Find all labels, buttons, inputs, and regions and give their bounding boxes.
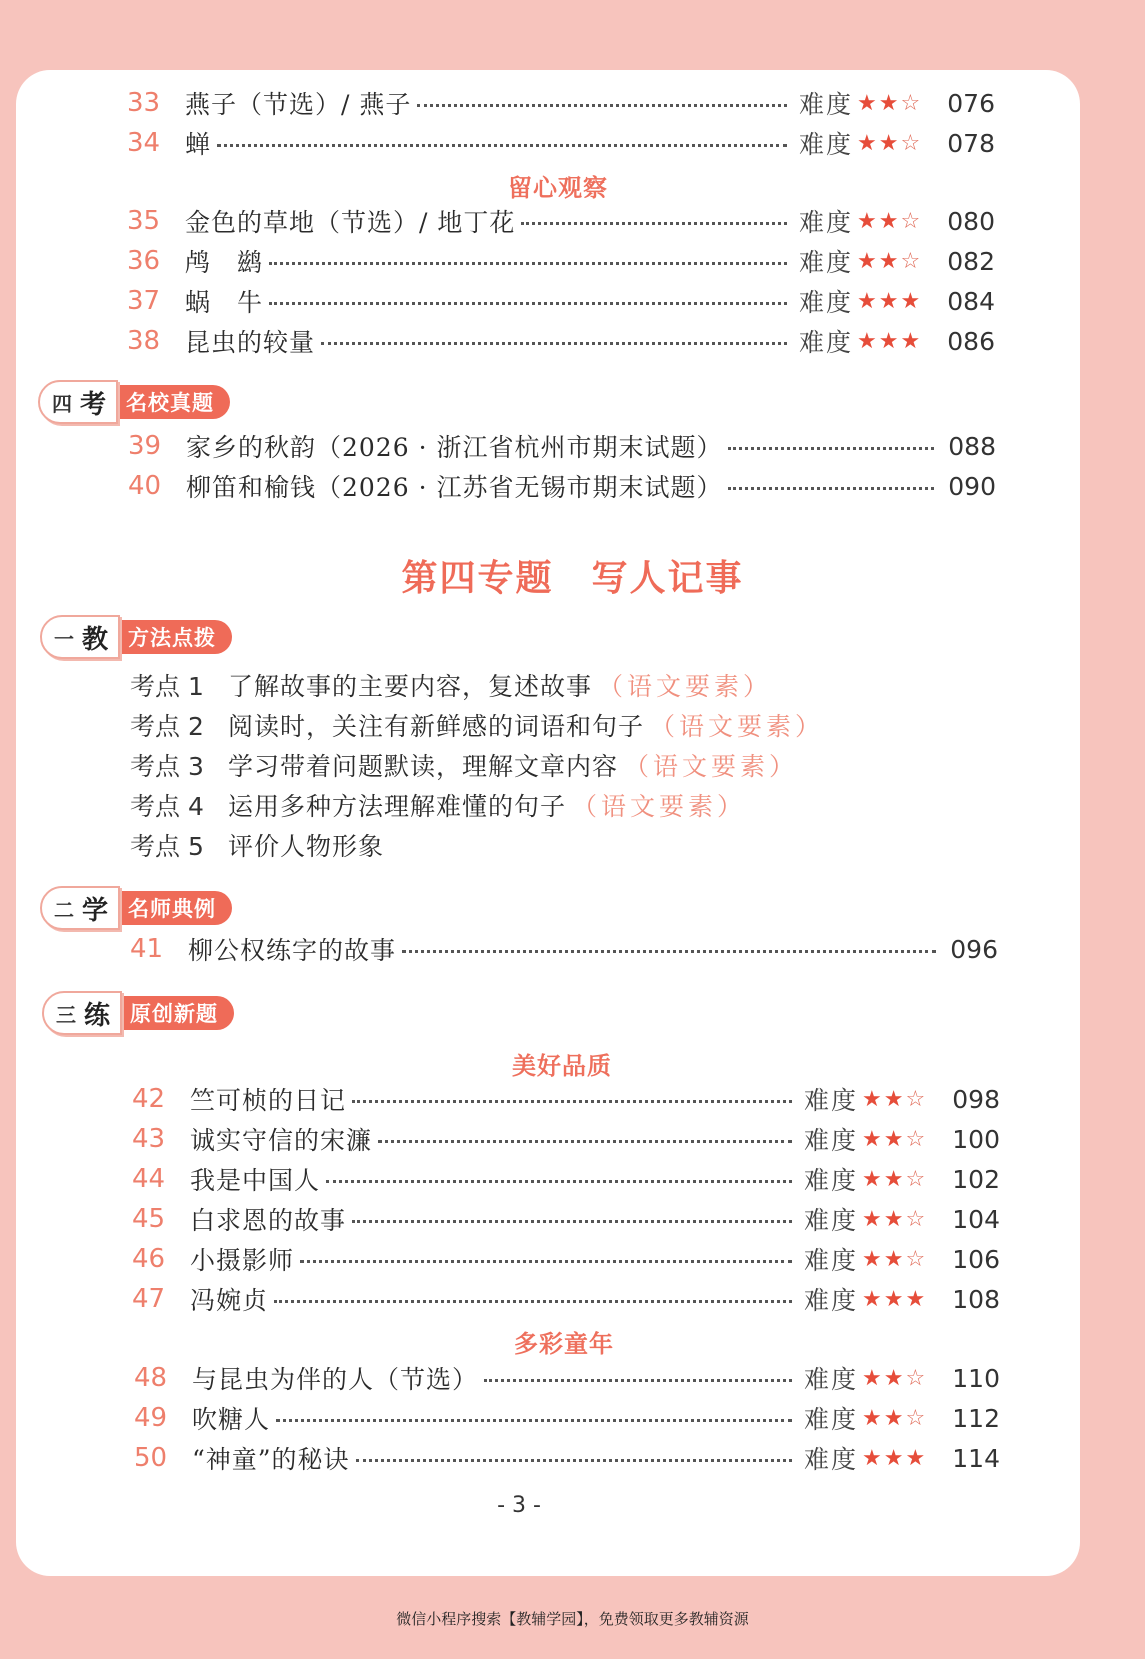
difficulty-stars [862,1406,950,1431]
tag-exam-label: 名校真题 [104,385,230,419]
row-title: 诚实守信的宋濂 [190,1126,373,1155]
row-page: 088 [948,431,996,461]
leader-dots [378,1140,792,1143]
star-empty-icon: ☆ [905,1365,928,1391]
toc-row [132,1078,1000,1120]
leader-dots [217,144,787,147]
tag-learn-badge [40,886,120,930]
star-filled-icon: ★ [900,328,923,354]
star-filled-icon: ★ [857,248,879,274]
row-number: 43 [132,1124,166,1154]
row-title: 小摄影师 [190,1246,295,1275]
tag-practice-k2: 练 [84,1000,111,1031]
row-number: 40 [128,471,162,501]
star-filled-icon: ★ [862,1126,884,1152]
row-number: 47 [132,1284,166,1314]
difficulty-stars [862,1287,950,1312]
difficulty-stars [862,1366,950,1391]
row-page: 080 [947,206,995,236]
kaodian-label: 考点 2 [130,712,204,741]
tag-exam-k2: 考 [80,389,107,420]
subhead-quality: 美好品质 [512,1052,612,1080]
tag-exam-badge [38,380,118,424]
leader-dots [276,1419,792,1422]
kaodian-text: 阅读时，关注有新鲜感的词语和句子 [228,712,645,741]
difficulty-label: 难度 [798,328,853,357]
star-filled-icon: ★ [862,1166,884,1192]
row-title: 燕子（节选）/ 燕子 [185,90,412,119]
row-page: 114 [952,1443,1000,1473]
row-page: 100 [952,1124,1000,1154]
toc-row [134,1357,1000,1399]
row-title: “神童”的秘诀 [192,1445,350,1474]
kaodian-row [130,746,798,784]
star-filled-icon: ★ [905,1445,928,1471]
difficulty-label: 难度 [798,130,853,159]
row-title: 蝉 [185,130,212,159]
tag-learn-label: 名师典例 [106,891,232,925]
kaodian-label: 考点 5 [130,832,204,861]
difficulty-label: 难度 [803,1126,858,1155]
row-number: 37 [127,286,161,316]
row-page: 106 [952,1244,1000,1274]
star-filled-icon: ★ [862,1286,884,1312]
star-filled-icon: ★ [883,1286,906,1312]
row-number: 45 [132,1204,166,1234]
row-number: 50 [134,1443,168,1473]
difficulty-label: 难度 [803,1166,858,1195]
kaodian-text: 学习带着问题默读，理解文章内容 [228,752,619,781]
star-filled-icon: ★ [905,1286,928,1312]
star-filled-icon: ★ [857,208,879,234]
star-filled-icon: ★ [883,1246,906,1272]
row-title: 竺可桢的日记 [190,1086,347,1115]
tag-teach-k1: 一 [54,626,74,651]
star-filled-icon: ★ [878,90,901,116]
leader-dots [484,1379,792,1382]
difficulty-label: 难度 [803,1206,858,1235]
subhead-observe: 留心观察 [508,174,608,202]
tag-learn-k1: 二 [54,897,74,922]
difficulty-stars [857,249,945,274]
row-title: 昆虫的较量 [185,328,316,357]
toc-row [134,1397,1000,1439]
row-page: 098 [952,1084,1000,1114]
toc-row [128,465,996,507]
leader-dots [417,104,787,107]
row-number: 33 [127,88,161,118]
difficulty-stars [862,1167,950,1192]
row-title: 柳公权练字的故事 [188,936,397,965]
leader-dots [274,1300,792,1303]
toc-row [132,1238,1000,1280]
difficulty-label: 难度 [798,248,853,277]
row-number: 34 [127,128,161,158]
kaodian-row [130,666,772,704]
row-title: 与昆虫为伴的人（节选） [192,1365,479,1394]
tag-teach-badge [40,615,120,659]
star-filled-icon: ★ [878,208,901,234]
star-filled-icon: ★ [857,130,879,156]
leader-dots [728,447,934,450]
tag-exam [38,382,230,422]
difficulty-stars [857,329,945,354]
star-empty-icon: ☆ [905,1206,928,1232]
star-empty-icon: ☆ [905,1166,928,1192]
star-empty-icon: ☆ [905,1246,928,1272]
row-title: 鸬 鹚 [185,248,264,277]
star-empty-icon: ☆ [900,130,923,156]
toc-row-example [130,928,998,970]
kaodian-text: 评价人物形象 [228,832,385,861]
kaodian-label: 考点 3 [130,752,204,781]
difficulty-label: 难度 [803,1405,858,1434]
page-number: - 3 - [463,1488,575,1524]
row-page: 102 [952,1164,1000,1194]
star-empty-icon: ☆ [905,1086,928,1112]
row-page: 084 [947,286,995,316]
toc-row [127,200,995,242]
row-page: 078 [947,128,995,158]
star-filled-icon: ★ [883,1086,906,1112]
difficulty-stars [862,1247,950,1272]
row-page: 082 [947,246,995,276]
kaodian-element: （语文要素） [572,792,747,821]
leader-dots [352,1100,792,1103]
difficulty-label: 难度 [798,208,853,237]
star-empty-icon: ☆ [905,1405,928,1431]
row-title: 金色的草地（节选）/ 地丁花 [185,208,516,237]
star-filled-icon: ★ [878,288,901,314]
star-filled-icon: ★ [857,288,879,314]
leader-dots [269,262,787,265]
star-filled-icon: ★ [878,130,901,156]
star-filled-icon: ★ [857,328,879,354]
difficulty-stars [857,131,945,156]
difficulty-label: 难度 [803,1086,858,1115]
tag-learn-k2: 学 [82,895,109,926]
row-title: 白求恩的故事 [190,1206,347,1235]
star-empty-icon: ☆ [900,248,923,274]
star-filled-icon: ★ [883,1126,906,1152]
difficulty-label: 难度 [803,1445,858,1474]
tag-exam-k1: 四 [52,391,72,416]
tag-teach-label: 方法点拨 [106,620,232,654]
kaodian-label: 考点 1 [130,672,204,701]
star-empty-icon: ☆ [900,90,923,116]
row-number: 44 [132,1164,166,1194]
toc-row [132,1198,1000,1240]
tag-practice-label: 原创新题 [108,996,234,1030]
row-page: 096 [950,934,998,964]
row-page: 104 [952,1204,1000,1234]
kaodian-row [130,706,824,744]
chapter-title: 第四专题 写人记事 [401,558,744,599]
star-empty-icon: ☆ [905,1126,928,1152]
toc-row [132,1118,1000,1160]
star-filled-icon: ★ [878,328,901,354]
toc-row [127,320,995,362]
difficulty-stars [857,209,945,234]
difficulty-label: 难度 [803,1365,858,1394]
star-filled-icon: ★ [883,1405,906,1431]
kaodian-text: 了解故事的主要内容，复述故事 [228,672,593,701]
row-title: 冯婉贞 [190,1286,269,1315]
toc-row [127,122,995,164]
difficulty-stars [862,1446,950,1471]
star-filled-icon: ★ [878,248,901,274]
kaodian-row [130,786,746,824]
star-filled-icon: ★ [883,1445,906,1471]
leader-dots [728,487,934,490]
star-filled-icon: ★ [883,1166,906,1192]
leader-dots [402,950,936,953]
row-number: 48 [134,1363,168,1393]
leader-dots [326,1180,792,1183]
row-title: 吹糖人 [192,1405,271,1434]
kaodian-label: 考点 4 [130,792,204,821]
toc-row [128,425,996,467]
row-number: 41 [130,934,164,964]
row-page: 112 [952,1403,1000,1433]
star-filled-icon: ★ [862,1405,884,1431]
row-number: 46 [132,1244,166,1274]
star-filled-icon: ★ [883,1206,906,1232]
tag-teach [40,617,232,657]
kaodian-element: （语文要素） [598,672,773,701]
difficulty-stars [857,289,945,314]
kaodian-element: （语文要素） [624,752,799,781]
toc-row [127,82,995,124]
difficulty-label: 难度 [803,1246,858,1275]
star-filled-icon: ★ [862,1086,884,1112]
subhead-childhood: 多彩童年 [514,1330,614,1358]
difficulty-label: 难度 [798,288,853,317]
star-filled-icon: ★ [883,1365,906,1391]
star-filled-icon: ★ [862,1445,884,1471]
row-page: 086 [947,326,995,356]
row-title: 柳笛和榆钱（2026 · 江苏省无锡市期末试题） [186,473,723,502]
row-title: 蜗 牛 [185,288,264,317]
star-empty-icon: ☆ [900,208,923,234]
row-number: 49 [134,1403,168,1433]
toc-row [134,1437,1000,1479]
star-filled-icon: ★ [862,1365,884,1391]
leader-dots [300,1260,792,1263]
leader-dots [269,302,787,305]
leader-dots [356,1459,792,1462]
difficulty-stars [862,1207,950,1232]
difficulty-stars [857,91,945,116]
toc-row [127,240,995,282]
row-page: 108 [952,1284,1000,1314]
tag-practice-badge [42,991,122,1035]
kaodian-text: 运用多种方法理解难懂的句子 [228,792,567,821]
tag-practice-k1: 三 [56,1002,76,1027]
difficulty-label: 难度 [798,90,853,119]
row-number: 36 [127,246,161,276]
kaodian-row [130,826,384,864]
row-number: 38 [127,326,161,356]
toc-row [132,1278,1000,1320]
row-number: 35 [127,206,161,236]
row-title: 家乡的秋韵（2026 · 浙江省杭州市期末试题） [186,433,723,462]
leader-dots [521,222,787,225]
star-filled-icon: ★ [900,288,923,314]
tag-learn [40,888,232,928]
star-filled-icon: ★ [857,90,879,116]
tag-practice [42,993,234,1033]
toc-row [132,1158,1000,1200]
star-filled-icon: ★ [862,1206,884,1232]
row-number: 39 [128,431,162,461]
difficulty-stars [862,1087,950,1112]
row-number: 42 [132,1084,166,1114]
toc-row [127,280,995,322]
difficulty-stars [862,1127,950,1152]
difficulty-label: 难度 [803,1286,858,1315]
leader-dots [321,342,787,345]
tag-teach-k2: 教 [82,624,109,655]
row-page: 110 [952,1363,1000,1393]
row-page: 090 [948,471,996,501]
kaodian-element: （语文要素） [650,712,825,741]
footer-text: 微信小程序搜索【教辅学园】，免费领取更多教辅资源 [396,1610,749,1628]
row-title: 我是中国人 [190,1166,321,1195]
leader-dots [352,1220,792,1223]
star-filled-icon: ★ [862,1246,884,1272]
row-page: 076 [947,88,995,118]
